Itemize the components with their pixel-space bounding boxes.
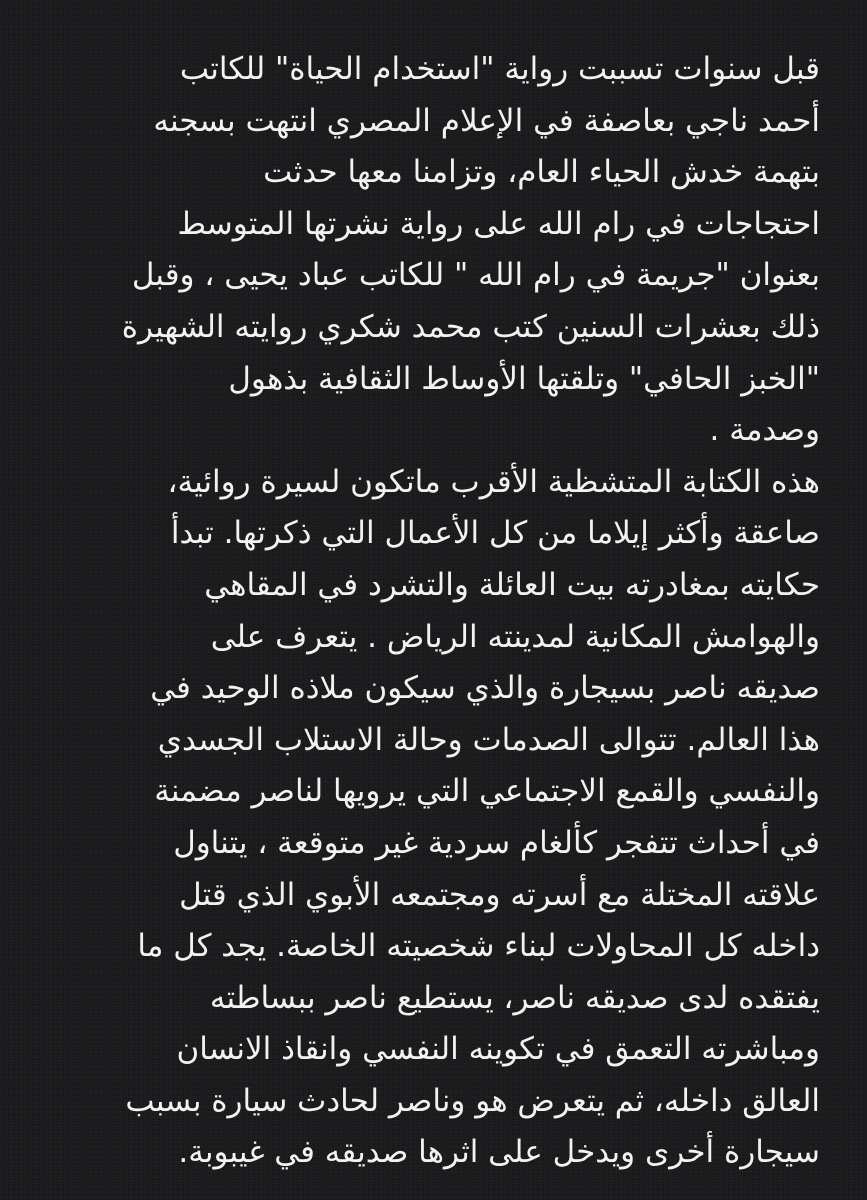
text-line: وصدمة . bbox=[709, 412, 820, 449]
text-line: حكايته بمغادرته بيت العائلة والتشرد في المقاهي bbox=[204, 566, 820, 603]
text-line: قبل سنوات تسببت رواية "استخدام الحياة" للكاتب bbox=[179, 51, 820, 87]
text-line: بتهمة خدش الحياء العام، وتزامنا معها حدثت bbox=[263, 154, 820, 191]
text-line: ذلك بعشرات السنين كتب محمد شكري روايته الشهيرة bbox=[121, 308, 820, 345]
text-line: والنفسي والقمع الاجتماعي التي يرويها لناصر مضمنة bbox=[154, 773, 820, 810]
text-line: صديقه ناصر بسيجارة والذي سيكون ملاذه الوحيد في bbox=[150, 670, 820, 707]
text-line: في أحداث تتفجر كألغام سردية غير متوقعة ، يتناول bbox=[173, 824, 820, 861]
text-line: العالق داخله، ثم يتعرض هو وناصر لحادث سيارة بسبب bbox=[125, 1082, 820, 1119]
text-line: ومباشرته التعمق في تكوينه النفسي وانقاذ الانسان bbox=[176, 1031, 820, 1068]
text-line: هذه الكتابة المتشظية الأقرب ماتكون لسيرة روائية، bbox=[167, 463, 820, 500]
text-line: أحمد ناجي بعاصفة في الإعلام المصري انتهت بسجنه bbox=[153, 102, 820, 139]
text-line: صاعقة وأكثر إيلاما من كل الأعمال التي ذكرتها. تبدأ bbox=[170, 515, 820, 552]
text-line: احتجاجات في رام الله على رواية نشرتها المتوسط bbox=[177, 205, 820, 242]
text-line: هذا العالم. تتوالى الصدمات وحالة الاستلاب الجسدي bbox=[157, 721, 820, 758]
text-line: بعنوان "جريمة في رام الله " للكاتب عباد يحيى ، وقبل bbox=[131, 257, 820, 294]
text-line: والهوامش المكانية لمدينته الرياض . يتعرف على bbox=[210, 618, 820, 655]
text-line: سيجارة أخرى ويدخل على اثرها صديقه في غيبوبة. bbox=[178, 1134, 820, 1171]
note-text-block bbox=[60, 44, 820, 1179]
text-line: علاقته المختلة مع أسرته ومجتمعه الأبوي الذي قتل bbox=[179, 876, 820, 913]
text-line: يفتقده لدى صديقه ناصر، يستطيع ناصر ببساطته bbox=[209, 979, 820, 1016]
text-line: داخله كل المحاولات لبناء شخصيته الخاصة. يجد كل ما bbox=[137, 928, 820, 965]
text-line: "الخبز الحافي" وتلقتها الأوساط الثقافية بذهول bbox=[228, 360, 820, 397]
